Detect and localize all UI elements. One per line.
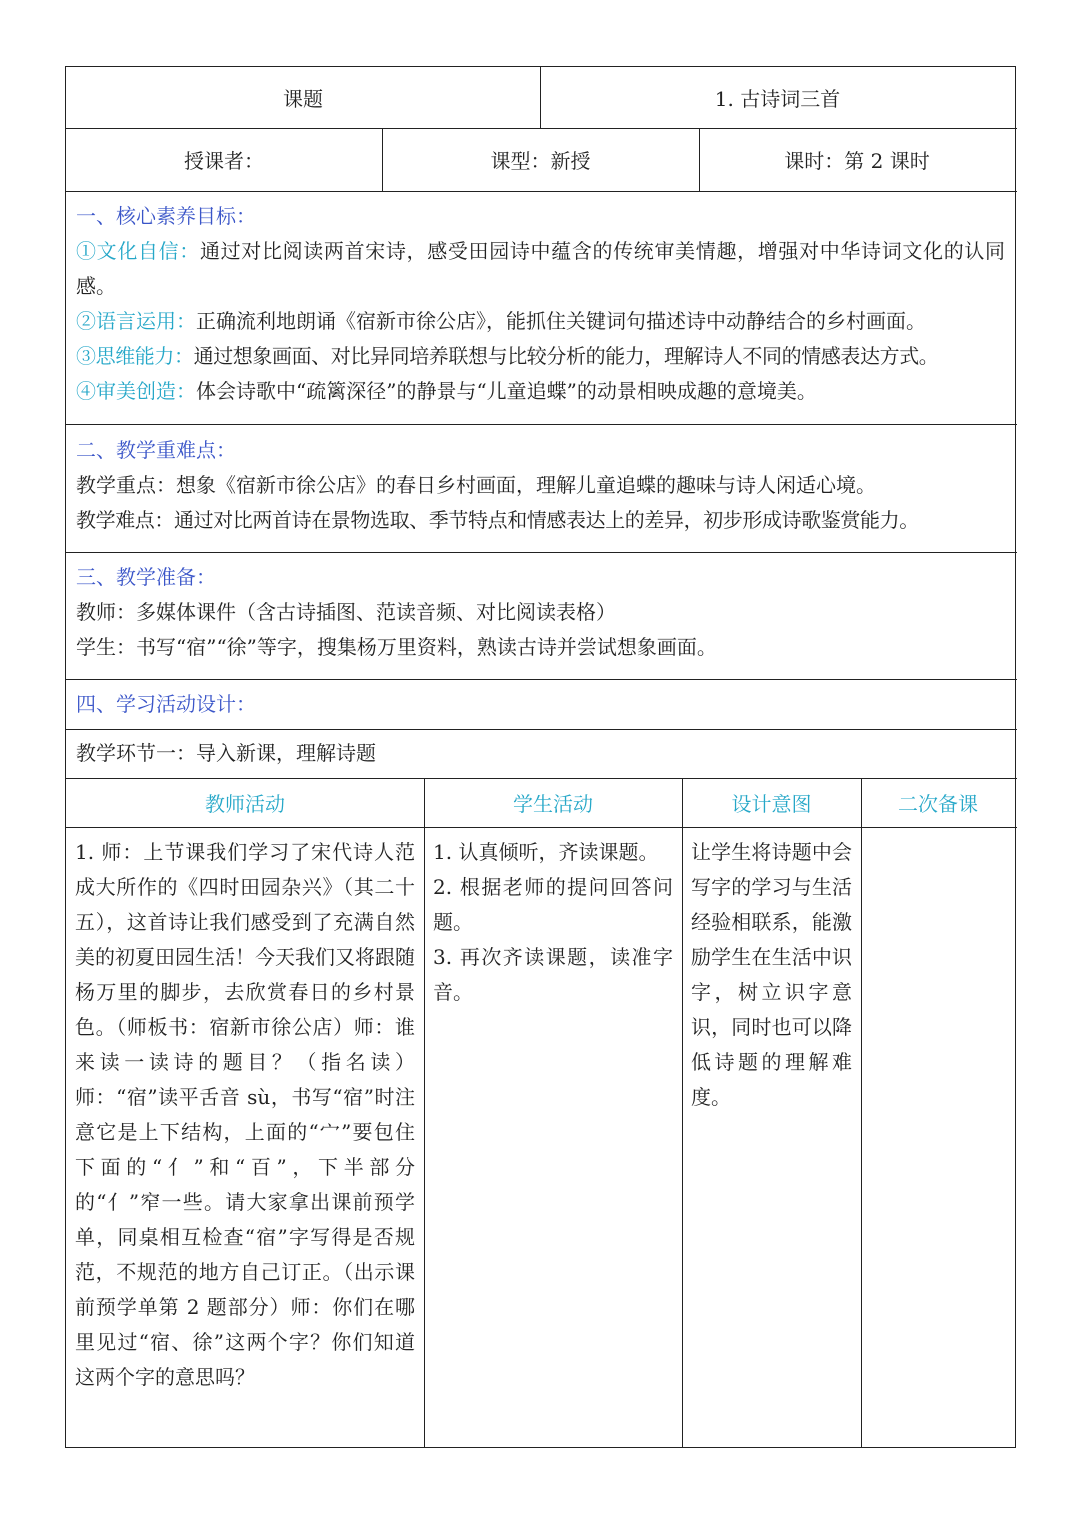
title-label: 课题 [283,87,323,111]
goal-label: ①文化自信： [76,239,200,263]
section-heading: 一、核心素养目标： [76,204,256,228]
row-divider [66,679,1017,680]
design-intent: 让学生将诗题中会写字的学习与生活经验相联系，能激励学生在生活中识字，树立识字意识，同时也可以降低诗题的理解难度。 [691,840,852,1109]
goal-label: ③思维能力： [76,344,194,368]
section-heading: 四、学习活动设计： [76,692,256,716]
goal-label: ④审美创造： [76,379,196,403]
student-activity-item: 3. 再次齐读课题，读准字音。 [433,945,673,1004]
section-heading: 三、教学准备： [76,565,216,589]
difficult-point: 教学难点：通过对比两首诗在景物选取、季节特点和情感表达上的差异，初步形成诗歌鉴赏能力。 [76,508,919,532]
lesson-type: 课型：新授 [490,149,591,173]
lesson-plan-page [65,66,1016,1448]
col-header-second-prep: 二次备课 [898,792,978,816]
section-heading: 二、教学重难点： [76,438,236,462]
teacher-label: 授课者： [184,149,264,173]
lesson-period: 课时：第 2 课时 [784,149,930,173]
row-divider [66,729,1017,730]
goal-item [76,304,1005,339]
student-activity-item: 2. 根据老师的提问回答问题。 [433,875,673,934]
lesson-plan-table [65,66,1016,1448]
col-divider [861,778,862,1447]
row-divider [66,424,1017,425]
key-point: 教学重点：想象《宿新市徐公店》的春日乡村画面，理解儿童追蝶的趣味与诗人闲适心境。 [76,473,876,497]
teacher-activity: 1. 师：上节课我们学习了宋代诗人范成大所作的《四时田园杂兴》（其二十五），这首诗让我们感受到了充满自然美的初夏田园生活！今天我们又将跟随杨万里的脚步，去欣赏春日的乡村景色。（师板书：宿新市徐公店）师：谁来读一读诗的题目？（指名读）师：“宿”读平舌音 sù，书写“宿”时注意它是上下结构，上面的“宀”要包住下面的“亻”和“百”，下半部分的“亻”窄一些。请大家拿出课前预学单，同桌相互检查“宿”字写得是否规范，不规范的地方自己订正。（出示课前预学单第 2 题部分）师：你们在哪里见过“宿、徐”这两个字？你们知道这两个字的意思吗？ [75,840,415,1389]
col-header-student: 学生活动 [513,792,593,816]
stage-title: 教学环节一：导入新课，理解诗题 [76,741,376,765]
core-goals-section [66,199,1015,409]
preparation-section [66,560,1015,665]
goal-text: 通过想象画面、对比异同培养联想与比较分析的能力，理解诗人不同的情感表达方式。 [193,344,939,368]
goal-label: ②语言运用： [76,309,196,333]
col-header-teacher: 教师活动 [205,792,285,816]
student-prep: 学生：书写“宿”“徐”等字，搜集杨万里资料，熟读古诗并尝试想象画面。 [76,635,717,659]
col-header-intent: 设计意图 [731,792,812,816]
goal-text: 通过对比阅读两首宋诗，感受田园诗中蕴含的传统审美情趣，增强对中华诗词文化的认同感。 [76,239,1006,298]
goal-text: 体会诗歌中“疏篱深径”的静景与“儿童追蝶”的动景相映成趣的意境美。 [196,379,817,403]
key-points-section [66,433,1015,538]
goal-text: 正确流利地朗诵《宿新市徐公店》，能抓住关键词句描述诗中动静结合的乡村画面。 [196,309,926,333]
student-activity-item: 1. 认真倾听，齐读课题。 [433,840,659,864]
student-activity-list [424,827,682,1010]
goal-item [76,339,1005,374]
second-prep [861,827,1015,835]
title-value: 1. 古诗词三首 [714,87,841,111]
goal-item [76,374,1005,409]
teacher-prep: 教师：多媒体课件（含古诗插图、范读音频、对比阅读表格） [76,600,616,624]
goal-item [76,234,1005,304]
row-divider [66,552,1017,553]
row-divider [66,191,1017,192]
